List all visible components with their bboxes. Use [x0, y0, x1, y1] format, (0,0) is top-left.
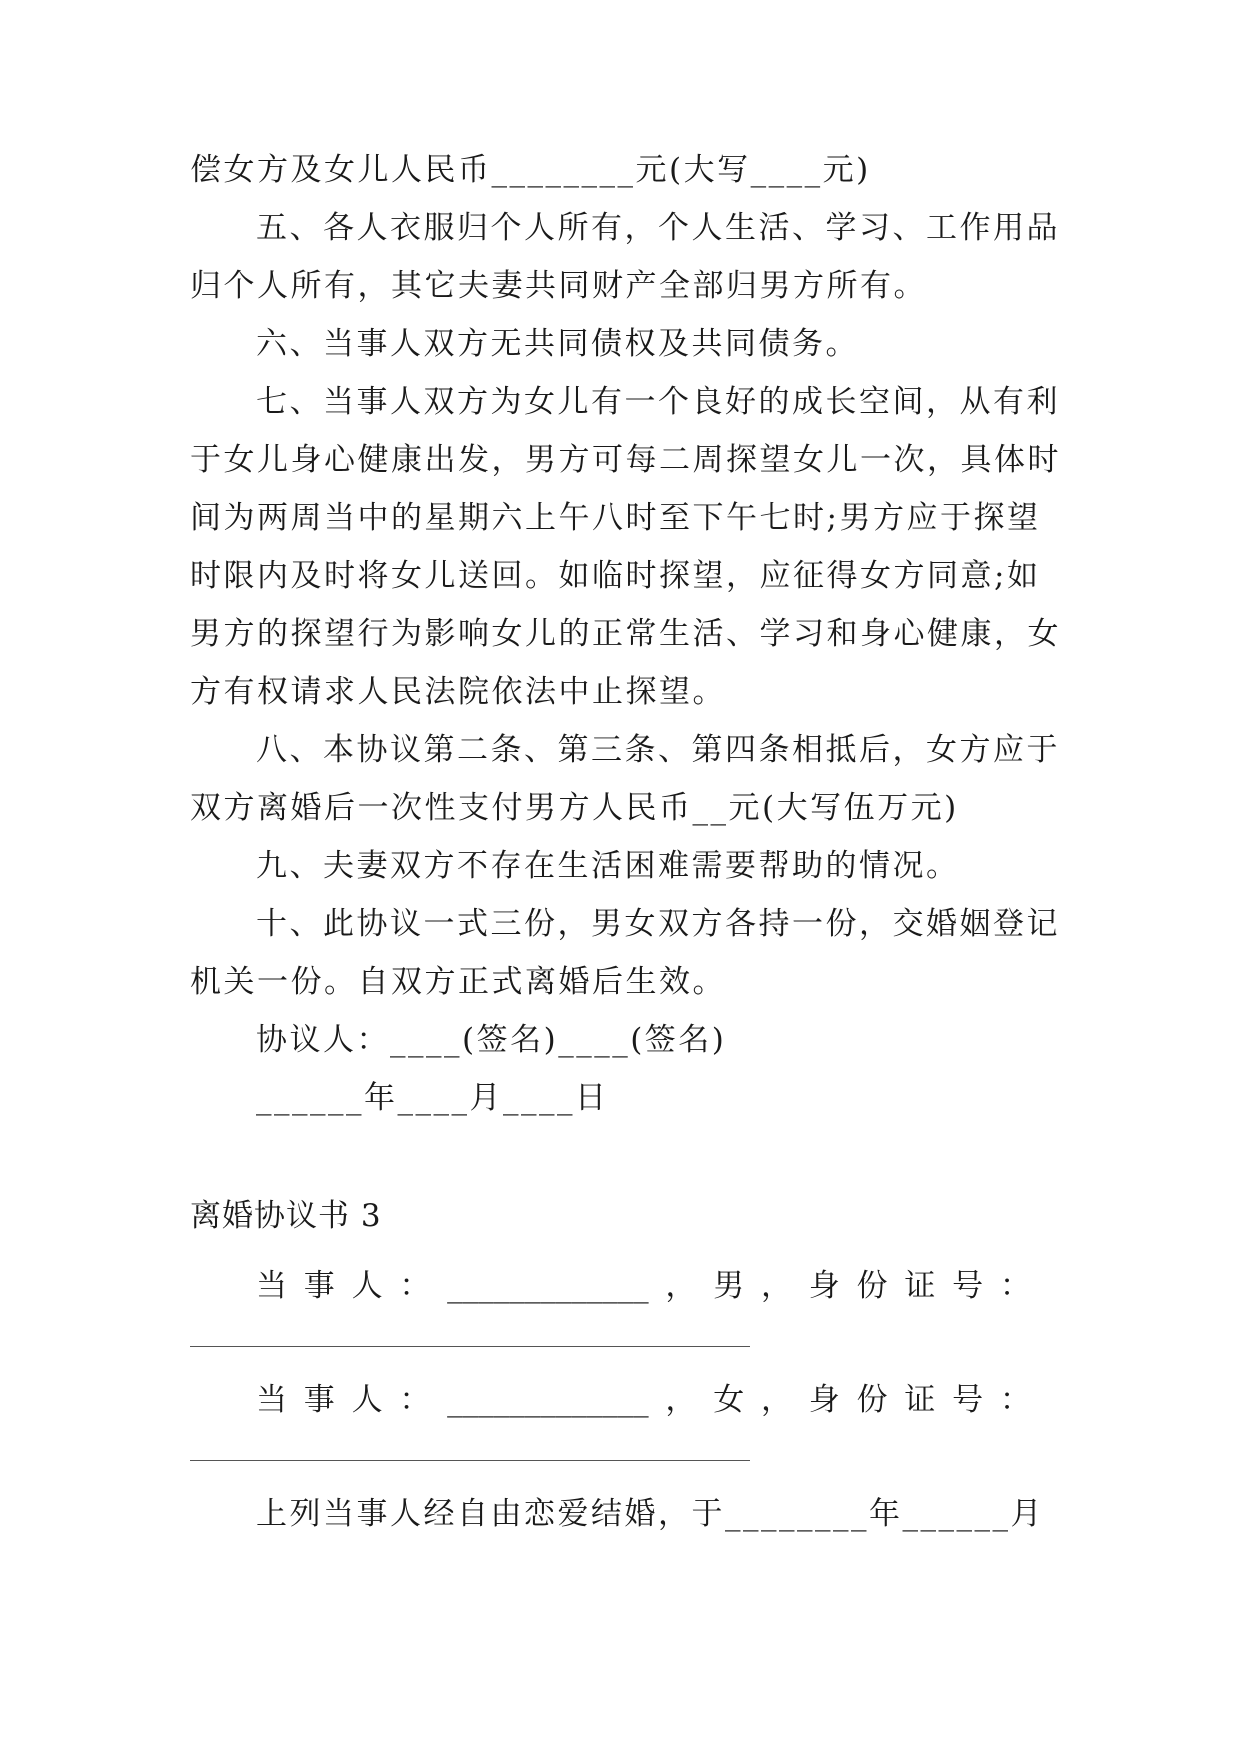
- paragraph-line: 归个人所有，其它夫妻共同财产全部归男方所有。: [190, 268, 927, 304]
- party-2-char: 身: [808, 1382, 840, 1418]
- paragraph-line: 十、此协议一式三份，男女双方各持一份，交婚姻登记: [256, 906, 1060, 942]
- party-2-char: 证: [904, 1382, 936, 1418]
- paragraph-line: 双方离婚后一次性支付男方人民币__元(大写伍万元): [190, 790, 959, 826]
- signature-line: 协议人：____(签名)____(签名): [256, 1022, 727, 1058]
- party-2-char: 当: [256, 1382, 287, 1418]
- party-1-name-blank: _____________: [447, 1268, 649, 1304]
- party-1-id-blank: [190, 1346, 750, 1347]
- paragraph-line: 九、夫妻双方不存在生活困难需要帮助的情况。: [256, 848, 960, 884]
- party-1-char: 号: [952, 1268, 984, 1304]
- party-1-gender: 男: [713, 1268, 745, 1304]
- party-2-char: 人: [351, 1382, 383, 1418]
- paragraph-line: 六、当事人双方无共同债权及共同债务。: [256, 326, 859, 362]
- party-1-char: 人: [351, 1268, 383, 1304]
- paragraph-line: 男方的探望行为影响女儿的正常生活、学习和身心健康，女: [190, 616, 1061, 652]
- party-2-char: ，: [760, 1382, 792, 1418]
- paragraph-line: 五、各人衣服归个人所有，个人生活、学习、工作用品: [256, 210, 1060, 246]
- party-2-char: 事: [303, 1382, 335, 1418]
- paragraph-line: 上列当事人经自由恋爱结婚，于________年______月: [256, 1496, 1044, 1532]
- date-line: ______年____月____日: [256, 1080, 609, 1116]
- paragraph-line: 于女儿身心健康出发，男方可每二周探望女儿一次，具体时: [190, 442, 1061, 478]
- paragraph-line: 方有权请求人民法院依法中止探望。: [190, 674, 726, 710]
- party-1-char: ，: [760, 1268, 792, 1304]
- party-1-char: 当: [256, 1268, 287, 1304]
- paragraph-line: 间为两周当中的星期六上午八时至下午七时;男方应于探望: [190, 500, 1041, 536]
- party-2-char: ，: [665, 1382, 697, 1418]
- party-1-char: 身: [808, 1268, 840, 1304]
- party-2-char: ：: [399, 1382, 431, 1418]
- paragraph-line: 七、当事人双方为女儿有一个良好的成长空间，从有利: [256, 384, 1060, 420]
- party-1-line: [256, 1266, 1031, 1306]
- party-2-gender: 女: [713, 1382, 745, 1418]
- party-1-char: ：: [999, 1268, 1031, 1304]
- party-1-char: ，: [665, 1268, 697, 1304]
- party-2-id-blank: [190, 1460, 750, 1461]
- party-1-char: ：: [399, 1268, 431, 1304]
- paragraph-line: 八、本协议第二条、第三条、第四条相抵后，女方应于: [256, 732, 1060, 768]
- party-2-name-blank: _____________: [447, 1382, 649, 1418]
- section-title: 离婚协议书 3: [190, 1198, 382, 1234]
- paragraph-line: 时限内及时将女儿送回。如临时探望，应征得女方同意;如: [190, 558, 1041, 594]
- party-2-char: ：: [999, 1382, 1031, 1418]
- paragraph-line: 偿女方及女儿人民币________元(大写____元): [190, 152, 871, 188]
- party-2-char: 号: [952, 1382, 984, 1418]
- party-2-char: 份: [856, 1382, 888, 1418]
- party-1-char: 份: [856, 1268, 888, 1304]
- party-2-line: [256, 1380, 1031, 1420]
- paragraph-line: 机关一份。自双方正式离婚后生效。: [190, 964, 726, 1000]
- party-1-char: 事: [303, 1268, 335, 1304]
- party-1-char: 证: [904, 1268, 936, 1304]
